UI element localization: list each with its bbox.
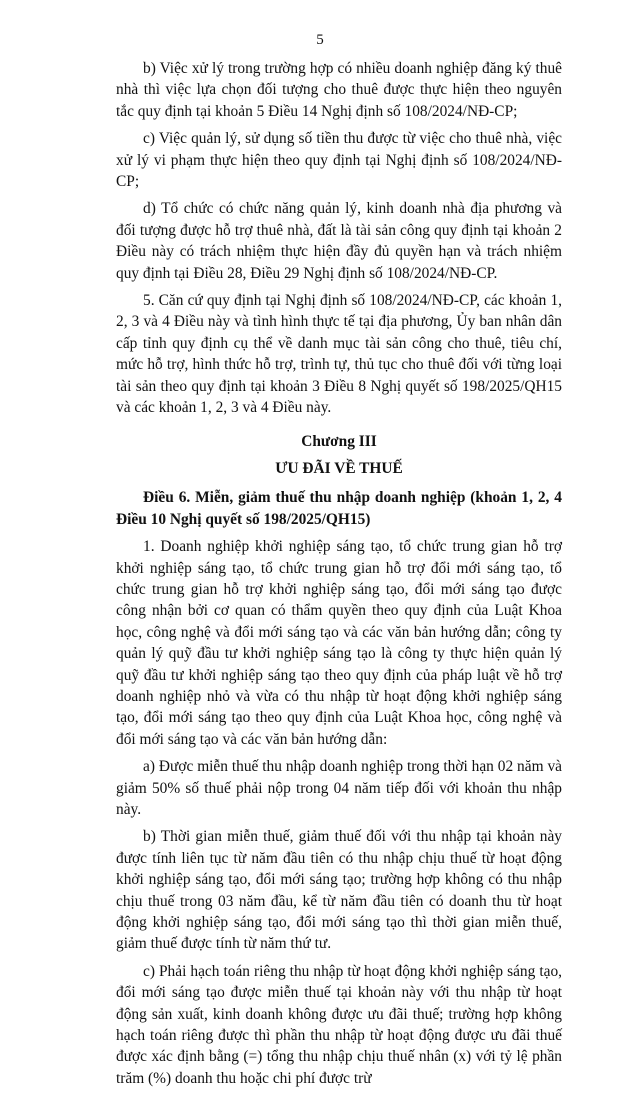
- paragraph-4b: b) Việc xử lý trong trường hợp có nhiều doanh nghiệp đăng ký thuê nhà thì việc lựa chọn đối tượng cho thuê được thực hiện theo nguyên tắc quy định tại khoản 5 Điều 14 Nghị định số 108/2024/NĐ-CP;: [116, 60, 562, 120]
- article-heading: Điều 6. Miễn, giảm thuế thu nhập doanh nghiệp (khoản 1, 2, 4 Điều 10 Nghị quyết số 198/2025/QH15): [116, 489, 562, 528]
- paragraph-article6-b: b) Thời gian miễn thuế, giảm thuế đối với thu nhập tại khoản này được tính liên tục từ năm đầu tiên có thu nhập chịu thuế từ hoạt động khởi nghiệp sáng tạo, đổi mới sáng tạo; trường hợp không có thu nhập chịu thuế trong 03 năm đầu, kể từ năm đầu tiên có doanh thu từ hoạt động khởi nghiệp sáng tạo, đổi mới sáng tạo thì thời gian miễn thuế, giảm thuế được tính từ năm thứ tư.: [116, 828, 562, 953]
- paragraph-article6-a: a) Được miễn thuế thu nhập doanh nghiệp trong thời hạn 02 năm và giảm 50% số thuế phải nộp trong 04 năm tiếp đối với khoản thu nhập này.: [116, 758, 562, 818]
- paragraph-5: 5. Căn cứ quy định tại Nghị định số 108/2024/NĐ-CP, các khoản 1, 2, 3 và 4 Điều này và tình hình thực tế tại địa phương, Ủy ban nhân dân cấp tỉnh quy định cụ thể về danh mục tài sản công cho thuê, tiêu chí, mức hỗ trợ, hình thức hỗ trợ, trình tự, thủ tục cho thuê đối với từng loại tài sản theo quy định tại khoản 3 Điều 8 Nghị quyết số 198/2025/QH15 và các khoản 1, 2, 3 và 4 Điều này.: [116, 292, 562, 417]
- chapter-heading: Chương III: [301, 432, 377, 450]
- chapter-title: ƯU ĐÃI VỀ THUẾ: [275, 459, 403, 477]
- paragraph-4c: c) Việc quản lý, sử dụng số tiền thu được từ việc cho thuê nhà, việc xử lý vi phạm thực hiện theo quy định tại Nghị định số 108/2024/NĐ-CP;: [116, 130, 562, 191]
- page-number: 5: [316, 32, 324, 48]
- paragraph-article6-c: c) Phải hạch toán riêng thu nhập từ hoạt động khởi nghiệp sáng tạo, đổi mới sáng tạo được miễn thuế tại khoản này với thu nhập từ hoạt động sản xuất, kinh doanh không được ưu đãi thuế; trường hợp không hạch toán riêng được thì phần thu nhập từ hoạt động được ưu đãi thuế được xác định bằng (=) tổng thu nhập chịu thuế nhân (x) với tỷ lệ phần trăm (%) doanh thu hoặc chi phí được trừ: [116, 962, 562, 1087]
- paragraph-4d: d) Tổ chức có chức năng quản lý, kinh doanh nhà địa phương và đối tượng được hỗ trợ thuê nhà, đất là tài sản công quy định tại khoản 2 Điều này có trách nhiệm thực hiện đầy đủ quyền hạn và trách nhiệm quy định tại Điều 28, Điều 29 Nghị định số 108/2024/NĐ-CP.: [116, 200, 562, 282]
- document-body: [116, 58, 562, 1095]
- paragraph-article6-1: 1. Doanh nghiệp khởi nghiệp sáng tạo, tổ chức trung gian hỗ trợ khởi nghiệp sáng tạo, tổ chức trung gian hỗ trợ đổi mới sáng tạo, tổ chức trung gian hỗ trợ khởi nghiệp sáng tạo, đổi mới sáng tạo được công nhận bởi cơ quan có thẩm quyền theo quy định của Luật Khoa học, công nghệ và đổi mới sáng tạo và các văn bản hướng dẫn; công ty quản lý quỹ đầu tư khởi nghiệp sáng tạo là công ty thực hiện quản lý quỹ đầu tư khởi nghiệp sáng tạo theo quy định của pháp luật về hỗ trợ doanh nghiệp nhỏ và vừa có thu nhập từ hoạt động khởi nghiệp sáng tạo, đổi mới sáng tạo theo quy định của Luật Khoa học, công nghệ và đổi mới sáng tạo và các văn bản hướng dẫn:: [116, 538, 562, 748]
